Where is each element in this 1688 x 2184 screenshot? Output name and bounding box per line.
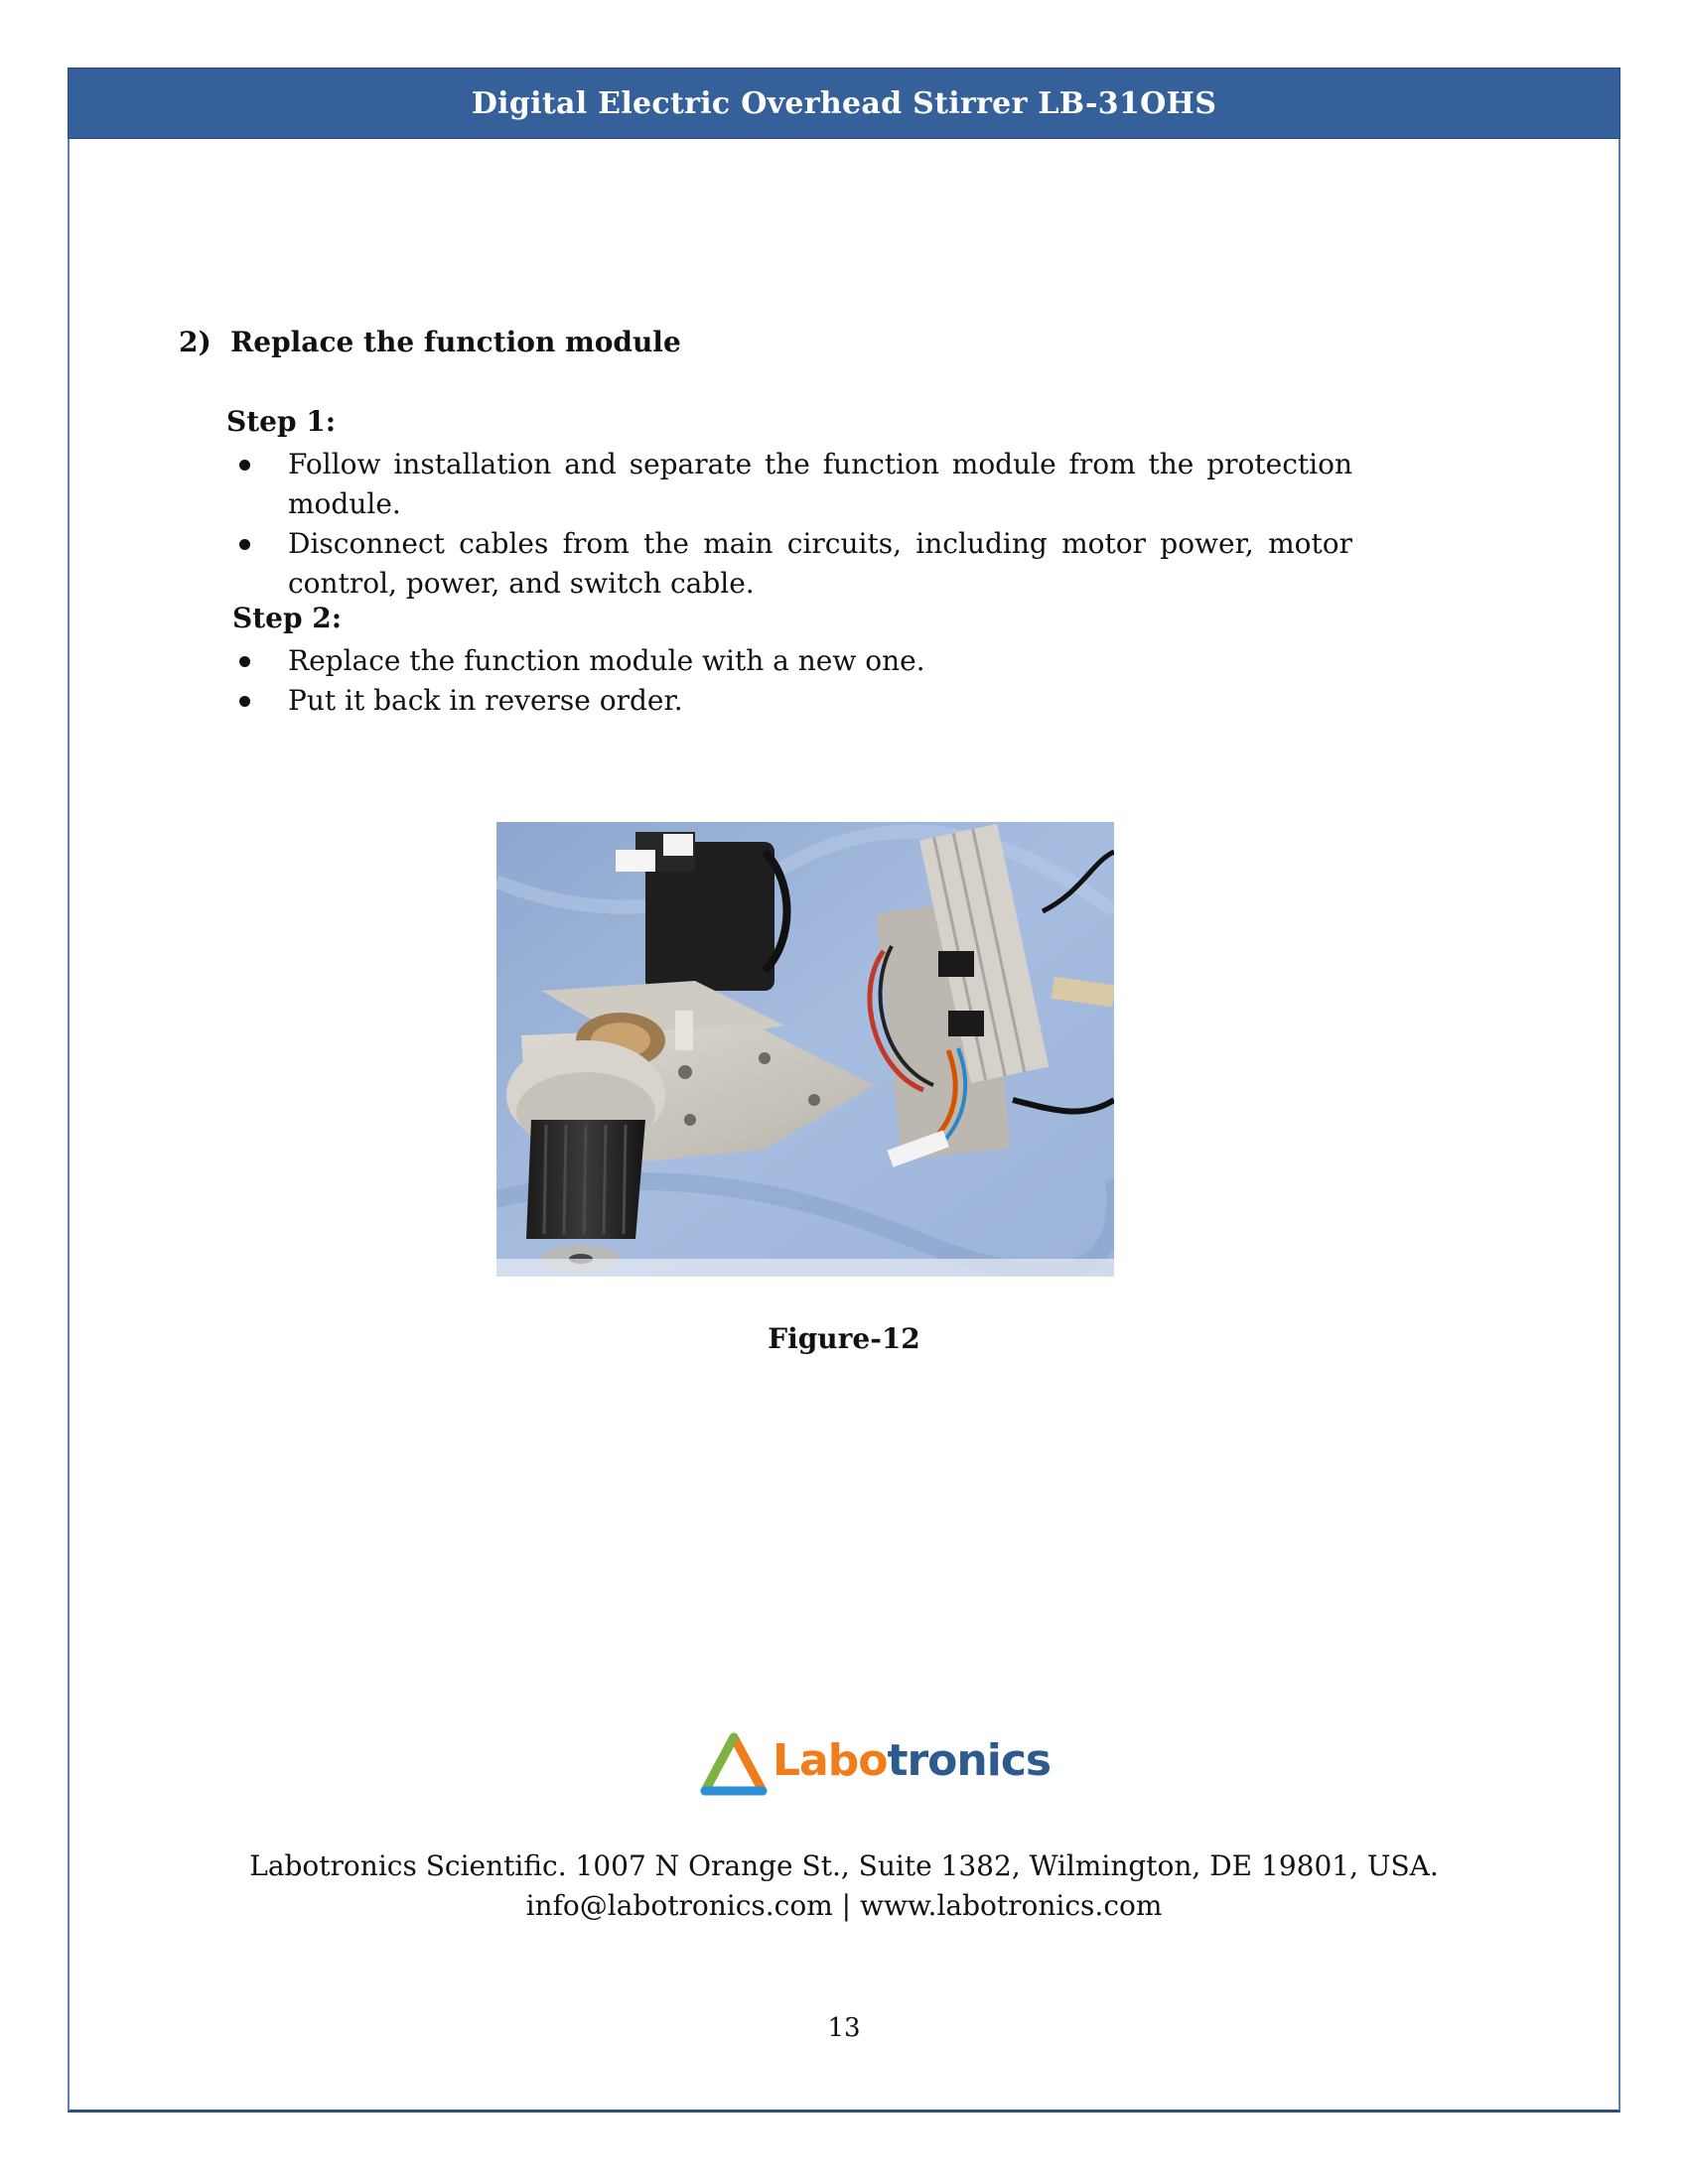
step-2-list <box>230 641 925 721</box>
step-2-label: Step 2: <box>232 602 343 634</box>
list-item: Disconnect cables from the main circuits, including motor power, motor control, power, and switch cable. <box>230 524 1352 604</box>
figure-caption: Figure-12 <box>768 1322 920 1355</box>
step-1-label: Step 1: <box>226 405 337 438</box>
section-heading <box>179 326 681 358</box>
list-item: Put it back in reverse order. <box>230 681 925 721</box>
list-item: Follow installation and separate the function module from the protection module. <box>230 445 1352 524</box>
section-title: Replace the function module <box>230 326 681 358</box>
logo-wordmark: Labotronics <box>773 1735 1052 1786</box>
list-item: Replace the function module with a new one. <box>230 641 925 681</box>
section-number: 2) <box>179 326 211 358</box>
step-1-list <box>230 445 1352 604</box>
stirrer-module-photo <box>496 822 1114 1277</box>
address-line: Labotronics Scientific. 1007 N Orange St., Suite 1382, Wilmington, DE 19801, USA. <box>249 1849 1439 1882</box>
page-number: 13 <box>827 2013 861 2043</box>
contact-line: info@labotronics.com | www.labotronics.com <box>525 1889 1163 1922</box>
logo-triangle-icon <box>699 1731 769 1801</box>
figure-12-photo <box>496 822 1114 1277</box>
footer-address <box>0 1846 1688 1926</box>
labotronics-logo <box>699 1731 1052 1801</box>
document-title: Digital Electric Overhead Stirrer LB-31OHS <box>471 85 1217 121</box>
header-bar <box>68 68 1620 139</box>
